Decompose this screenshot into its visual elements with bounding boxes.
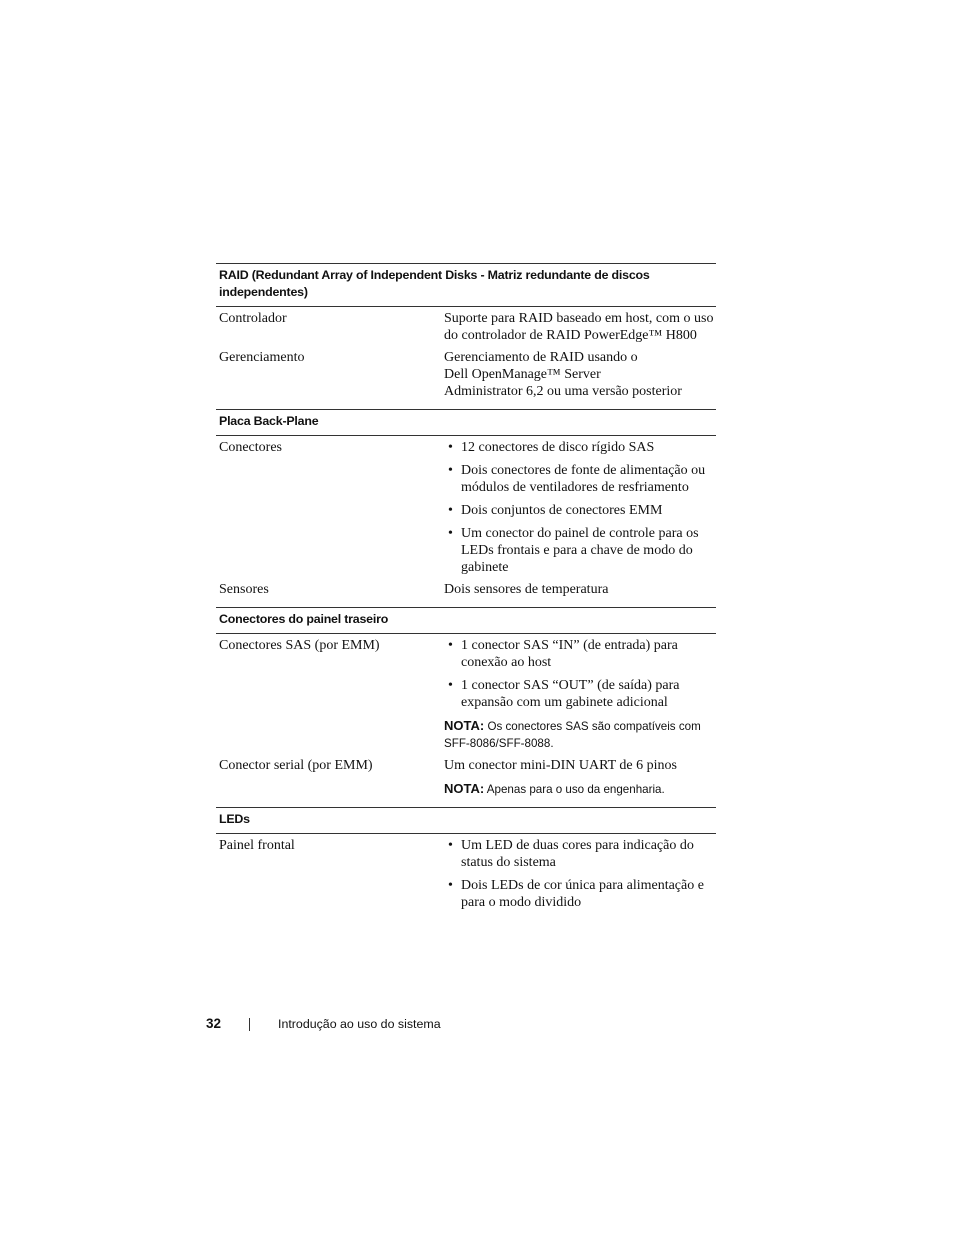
note-text: Os conectores SAS são compatíveis com SFF-8086/SFF-8088.	[444, 720, 701, 750]
bullet-item: • Dois LEDs de cor única para alimentação e para o modo dividido	[444, 877, 714, 911]
row-value: Dois sensores de temperatura	[444, 582, 609, 597]
row-label: Conectores SAS (por EMM)	[219, 638, 380, 653]
spec-row-gerenciamento	[216, 349, 716, 400]
section-back-plane	[216, 409, 716, 607]
bullet-item: • Um conector do painel de controle para os LEDs frontais e para a chave de modo do gabinete	[444, 525, 714, 576]
row-label: Conector serial (por EMM)	[219, 758, 373, 773]
row-label: Gerenciamento	[219, 350, 305, 365]
section-heading: Conectores do painel traseiro	[216, 608, 716, 634]
row-value: Suporte para RAID baseado em host, com o uso do controlador de RAID PowerEdge™ H800	[444, 311, 714, 343]
bullet-item: • Um LED de duas cores para indicação do status do sistema	[444, 837, 714, 871]
page-number: 32	[206, 1016, 222, 1031]
row-label: Painel frontal	[219, 838, 295, 853]
bullet-item: • Dois conectores de fonte de alimentação ou módulos de ventiladores de resfriamento	[444, 462, 714, 496]
row-value	[444, 637, 716, 752]
bullet-item: • Dois conjuntos de conectores EMM	[444, 502, 714, 519]
section-heading: RAID (Redundant Array of Independent Disks - Matriz redundante de discos independentes)	[216, 264, 716, 307]
row-value	[444, 837, 716, 911]
section-heading: Placa Back-Plane	[216, 410, 716, 436]
value-line: Administrator 6,2 ou uma versão posterior	[444, 384, 682, 399]
spec-row-sensores	[216, 581, 716, 598]
note-label: NOTA:	[444, 718, 485, 733]
note-label: NOTA:	[444, 781, 485, 796]
value-text: Um conector mini-DIN UART de 6 pinos	[444, 758, 677, 773]
section-raid	[216, 263, 716, 409]
note	[444, 717, 714, 752]
bullet-item: • 1 conector SAS “IN” (de entrada) para conexão ao host	[444, 637, 714, 671]
page-footer	[206, 1015, 441, 1033]
bullet-item: • 12 conectores de disco rígido SAS	[444, 439, 714, 456]
bullet-list	[444, 837, 714, 911]
spec-row-serial-connector	[216, 757, 716, 798]
row-label: Conectores	[219, 440, 282, 455]
bullet-list	[444, 439, 714, 576]
spec-row-conectores	[216, 439, 716, 576]
section-heading: LEDs	[216, 808, 716, 834]
row-value	[444, 349, 716, 400]
section-rear-panel-connectors	[216, 607, 716, 807]
note	[444, 780, 714, 798]
spec-table	[216, 263, 716, 920]
row-value	[444, 757, 716, 798]
row-label: Controlador	[219, 311, 287, 326]
spec-row-front-panel	[216, 837, 716, 911]
row-label: Sensores	[219, 582, 269, 597]
bullet-item: • 1 conector SAS “OUT” (de saída) para expansão com um gabinete adicional	[444, 677, 714, 711]
row-value	[444, 439, 716, 576]
footer-title: Introdução ao uso do sistema	[278, 1017, 441, 1031]
section-leds	[216, 807, 716, 920]
bullet-list	[444, 637, 714, 711]
spec-row-sas-connectors	[216, 637, 716, 752]
note-text: Apenas para o uso da engenharia.	[486, 783, 665, 796]
spec-row-controlador	[216, 310, 716, 344]
value-line: Dell OpenManage™ Server	[444, 367, 601, 382]
value-line: Gerenciamento de RAID usando o	[444, 350, 638, 365]
footer-separator	[249, 1018, 250, 1031]
